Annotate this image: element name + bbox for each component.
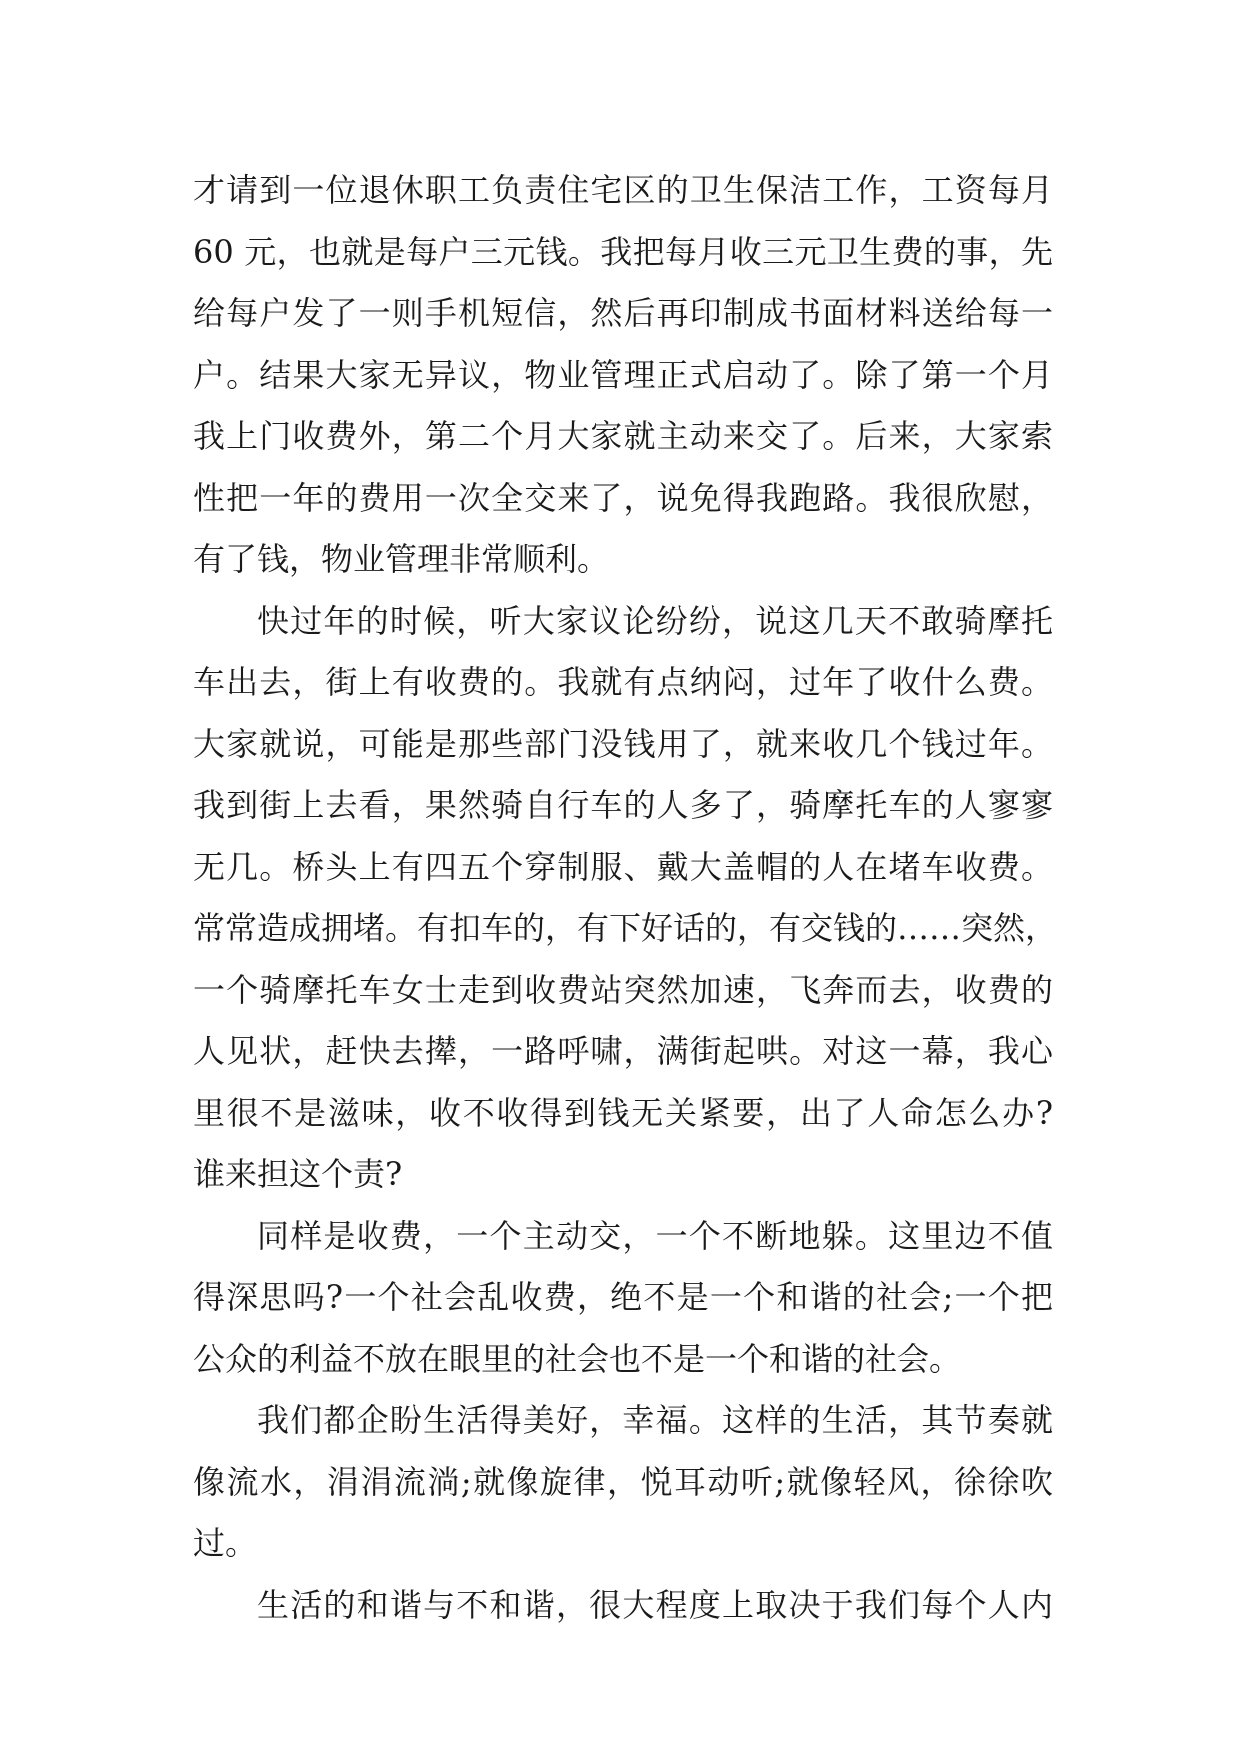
- text-line: 同样是收费，一个主动交，一个不断地躲。这里边不值: [257, 1216, 1053, 1255]
- text-line: 快过年的时候，听大家议论纷纷，说这几天不敢骑摩托: [257, 601, 1053, 640]
- text-line: 得深思吗?一个社会乱收费，绝不是一个和谐的社会;一个把: [193, 1278, 1053, 1316]
- text-line: 大家就说，可能是那些部门没钱用了，就来收几个钱过年。: [193, 724, 1053, 763]
- text-line: 公众的利益不放在眼里的社会也不是一个和谐的社会。: [193, 1339, 962, 1378]
- text-line: 性把一年的费用一次全交来了，说免得我跑路。我很欣慰，: [193, 478, 1053, 517]
- text-line: 过。: [193, 1524, 258, 1562]
- text-line: 我们都企盼生活得美好，幸福。这样的生活，其节奏就: [257, 1401, 1053, 1439]
- text-line: 像流水，涓涓流淌;就像旋律，悦耳动听;就像轻风，徐徐吹: [193, 1462, 1053, 1501]
- body-text: [193, 160, 1058, 1636]
- text-line: 我到街上去看，果然骑自行车的人多了，骑摩托车的人寥寥: [193, 786, 1053, 824]
- text-line: 人见状，赶快去撵，一路呼啸，满街起哄。对这一幕，我心: [193, 1032, 1053, 1070]
- text-line: 我上门收费外，第二个月大家就主动来交了。后来，大家索: [193, 417, 1053, 455]
- text-line: 常常造成拥堵。有扣车的，有下好话的，有交钱的……突然，: [193, 909, 1058, 947]
- text-line: 生活的和谐与不和谐，很大程度上取决于我们每个人内: [257, 1585, 1053, 1624]
- text-line: 一个骑摩托车女士走到收费站突然加速，飞奔而去，收费的: [193, 970, 1053, 1009]
- text-line: 无几。桥头上有四五个穿制服、戴大盖帽的人在堵车收费。: [193, 847, 1053, 886]
- text-line: 60 元，也就是每户三元钱。我把每月收三元卫生费的事，先: [193, 232, 1053, 271]
- text-line: 给每户发了一则手机短信，然后再印制成书面材料送给每一: [193, 294, 1053, 332]
- text-line: 户。结果大家无异议，物业管理正式启动了。除了第一个月: [193, 355, 1053, 394]
- text-line: 车出去，街上有收费的。我就有点纳闷，过年了收什么费。: [193, 663, 1053, 701]
- text-line: 有了钱，物业管理非常顺利。: [193, 540, 610, 578]
- text-line: 谁来担这个责?: [193, 1155, 403, 1193]
- text-line: 里很不是滋味，收不收得到钱无关紧要，出了人命怎么办?: [193, 1093, 1053, 1132]
- text-line: 才请到一位退休职工负责住宅区的卫生保洁工作，工资每月: [193, 171, 1053, 209]
